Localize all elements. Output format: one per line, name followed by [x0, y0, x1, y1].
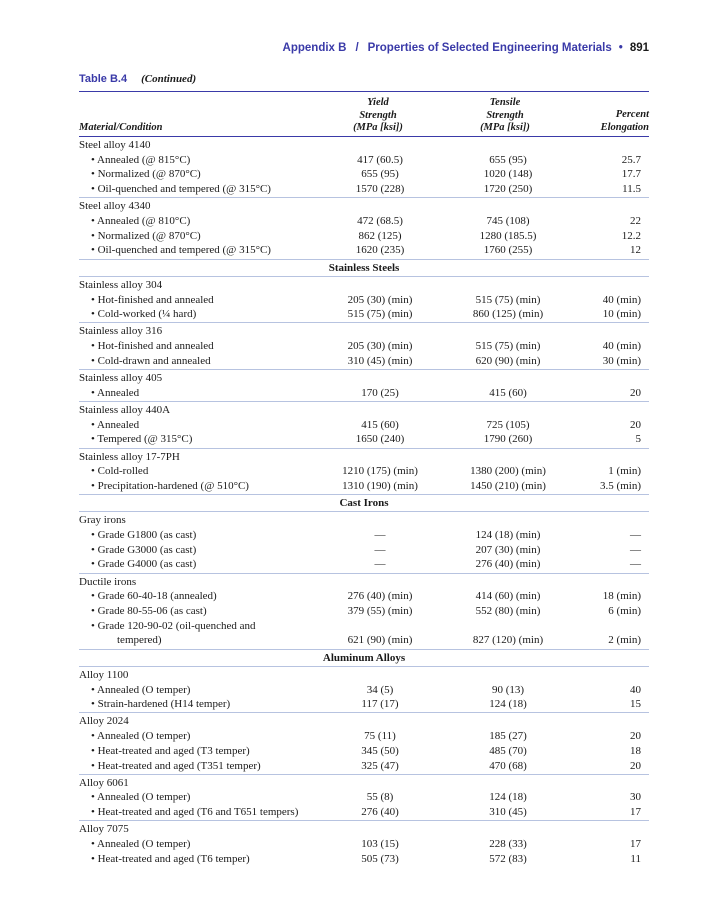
- table-continued: (Continued): [141, 73, 197, 85]
- yield-strength: 117 (17): [361, 698, 399, 711]
- percent-elongation: 30 (min): [602, 354, 641, 367]
- material-group-row: [79, 371, 649, 385]
- section-heading: [79, 651, 649, 665]
- yield-strength: —: [374, 529, 386, 541]
- material-condition: Alloy 1100: [79, 668, 129, 681]
- condition-row: [79, 528, 649, 542]
- elongation-header-line: Percent: [615, 109, 649, 120]
- percent-elongation: 10 (min): [602, 308, 641, 321]
- tensile-strength: 745 (108): [486, 215, 530, 227]
- yield-strength: 170 (25): [361, 386, 399, 399]
- material-group-row: [79, 403, 649, 417]
- row-divider: [79, 197, 649, 198]
- percent-elongation: 40: [630, 683, 641, 696]
- condition-row: [79, 479, 649, 493]
- percent-elongation: 15: [630, 698, 641, 711]
- percent-elongation: —: [630, 558, 641, 571]
- percent-elongation: 17: [630, 806, 641, 819]
- condition-row: [79, 633, 649, 647]
- yield-strength: 1210 (175) (min): [342, 465, 418, 478]
- material-group-row: [79, 513, 649, 527]
- material-condition: • Annealed (@ 815°C): [91, 153, 191, 166]
- row-divider: [79, 401, 649, 402]
- material-group-row: [79, 450, 649, 464]
- yield-strength: 505 (73): [361, 852, 399, 865]
- condition-row: [79, 464, 649, 478]
- tensile-strength: 1450 (210) (min): [470, 479, 546, 492]
- condition-row: [79, 557, 649, 571]
- header-separator: /: [355, 42, 359, 54]
- percent-elongation: 30: [630, 791, 641, 804]
- material-condition: • Oil-quenched and tempered (@ 315°C): [91, 244, 271, 257]
- tensile-strength: 310 (45): [489, 806, 527, 819]
- condition-row: [79, 759, 649, 773]
- material-condition: • Grade G3000 (as cast): [91, 543, 197, 556]
- tensile-strength: 415 (60): [489, 386, 527, 399]
- material-condition: • Heat-treated and aged (T6 temper): [91, 852, 250, 865]
- section-label: Aluminum Alloys: [322, 651, 406, 664]
- material-group-row: [79, 199, 649, 213]
- tensile-strength: 515 (75) (min): [475, 293, 541, 306]
- tensile-strength: 1020 (148): [483, 168, 533, 181]
- percent-elongation: 40 (min): [602, 293, 641, 306]
- percent-elongation: 18 (min): [602, 590, 641, 603]
- condition-row: [79, 214, 649, 228]
- tensile-strength: 827 (120) (min): [472, 634, 544, 647]
- yield-strength: 415 (60): [361, 418, 399, 431]
- percent-elongation: 12: [630, 244, 641, 257]
- tensile-strength: 414 (60) (min): [475, 590, 541, 603]
- material-group-row: [79, 668, 649, 682]
- yield-strength: 276 (40): [361, 806, 399, 819]
- material-condition: • Hot-finished and annealed: [91, 293, 214, 306]
- row-divider: [79, 649, 649, 650]
- tensile-strength: 572 (83): [489, 852, 527, 865]
- material-condition: • Tempered (@ 315°C): [91, 433, 193, 446]
- material-group-row: [79, 575, 649, 589]
- material-condition: Ductile irons: [79, 575, 137, 588]
- material-condition: Alloy 2024: [79, 715, 129, 728]
- material-condition: • Hot-finished and annealed: [91, 340, 214, 353]
- tensile-strength: 90 (13): [491, 683, 525, 696]
- row-divider: [79, 276, 649, 277]
- yield-strength: 417 (60.5): [357, 153, 403, 166]
- column-header-material: Material/Condition: [79, 122, 163, 133]
- yield-header-line: Yield: [367, 97, 389, 108]
- percent-elongation: 5: [635, 433, 641, 446]
- material-condition: • Annealed (O temper): [91, 791, 191, 804]
- tensile-strength: 124 (18): [489, 791, 527, 804]
- condition-row: [79, 153, 649, 167]
- percent-elongation: 1 (min): [608, 465, 641, 478]
- condition-row: [79, 790, 649, 804]
- material-group-row: [79, 714, 649, 728]
- tensile-strength: 207 (30) (min): [475, 543, 541, 556]
- percent-elongation: 20: [630, 730, 641, 743]
- material-condition: • Precipitation-hardened (@ 510°C): [91, 479, 249, 492]
- tensile-strength: 515 (75) (min): [475, 340, 541, 353]
- tensile-strength: 860 (125) (min): [472, 308, 544, 321]
- material-condition: Steel alloy 4340: [79, 200, 151, 213]
- tensile-strength: 470 (68): [489, 759, 527, 772]
- material-condition: • Grade G4000 (as cast): [91, 558, 197, 571]
- tensile-strength: 620 (90) (min): [475, 354, 541, 367]
- yield-strength: 1620 (235): [355, 244, 405, 257]
- yield-strength: 472 (68.5): [357, 215, 403, 227]
- yield-strength: 515 (75) (min): [347, 308, 413, 321]
- yield-strength: 205 (30) (min): [347, 293, 413, 306]
- tensile-strength: 124 (18) (min): [475, 529, 541, 541]
- percent-elongation: 25.7: [621, 153, 641, 166]
- chapter-title: Properties of Selected Engineering Materials: [367, 42, 612, 54]
- percent-elongation: 17: [630, 838, 641, 850]
- percent-elongation: —: [630, 529, 641, 541]
- yield-strength: 345 (50): [361, 744, 399, 757]
- tensile-header-line: Tensile: [489, 97, 521, 108]
- condition-row: [79, 293, 649, 307]
- tensile-strength: 655 (95): [489, 153, 527, 166]
- material-condition: Stainless alloy 440A: [79, 403, 171, 416]
- material-condition: • Annealed (O temper): [91, 730, 191, 743]
- percent-elongation: 11: [630, 852, 641, 865]
- yield-strength: 310 (45) (min): [347, 354, 413, 367]
- tensile-strength: 1790 (260): [483, 433, 533, 446]
- material-condition: • Grade 80-55-06 (as cast): [91, 605, 207, 617]
- percent-elongation: 6 (min): [608, 605, 641, 617]
- condition-row: [79, 744, 649, 758]
- section-label: Stainless Steels: [328, 261, 400, 274]
- material-condition: Steel alloy 4140: [79, 139, 151, 151]
- page-number: 891: [629, 42, 649, 54]
- condition-row: [79, 852, 649, 866]
- section-label: Cast Irons: [339, 497, 389, 510]
- material-condition: • Grade G1800 (as cast): [91, 529, 197, 541]
- elongation-header-line: Elongation: [600, 121, 649, 133]
- yield-strength: 276 (40) (min): [347, 590, 413, 603]
- row-divider: [79, 511, 649, 512]
- row-divider: [79, 448, 649, 449]
- tensile-strength: 185 (27): [489, 730, 527, 743]
- tensile-header-line: Strength: [486, 109, 524, 121]
- yield-strength: 379 (55) (min): [347, 605, 413, 617]
- percent-elongation: 18: [630, 744, 641, 757]
- percent-elongation: 40 (min): [602, 340, 641, 353]
- condition-row: [79, 729, 649, 743]
- row-divider: [79, 712, 649, 713]
- condition-row: [79, 167, 649, 181]
- material-condition: • Cold-drawn and annealed: [91, 354, 211, 367]
- material-condition: Stainless alloy 316: [79, 325, 163, 338]
- material-condition: • Heat-treated and aged (T6 and T651 tempers): [91, 806, 299, 819]
- condition-row: [79, 182, 649, 196]
- yield-strength: 75 (11): [364, 730, 396, 743]
- yield-strength: 1650 (240): [355, 433, 405, 446]
- condition-row: [79, 243, 649, 257]
- percent-elongation: —: [630, 543, 641, 556]
- condition-row: [79, 683, 649, 697]
- row-divider: [79, 666, 649, 667]
- material-condition: Alloy 6061: [79, 776, 129, 789]
- row-divider: [79, 259, 649, 260]
- material-group-row: [79, 324, 649, 338]
- condition-row: [79, 619, 649, 633]
- tensile-header-line: (MPa [ksi]): [480, 122, 530, 133]
- tensile-strength: 124 (18): [489, 698, 527, 711]
- condition-row: [79, 543, 649, 557]
- percent-elongation: 11.5: [622, 183, 641, 196]
- material-condition: • Annealed: [91, 386, 140, 399]
- tensile-strength: 228 (33): [489, 838, 527, 850]
- condition-row: [79, 432, 649, 446]
- material-condition: Stainless alloy 304: [79, 278, 163, 291]
- yield-strength: —: [374, 543, 386, 556]
- material-condition: Stainless alloy 17-7PH: [79, 450, 180, 463]
- condition-row: [79, 307, 649, 321]
- material-condition: • Heat-treated and aged (T351 temper): [91, 759, 261, 772]
- condition-row: [79, 339, 649, 353]
- material-condition: • Cold-rolled: [91, 465, 149, 478]
- yield-strength: 1570 (228): [355, 183, 405, 196]
- yield-strength: —: [374, 558, 386, 571]
- yield-header-line: Strength: [359, 109, 397, 121]
- row-divider: [79, 322, 649, 323]
- row-divider: [79, 369, 649, 370]
- percent-elongation: 2 (min): [608, 634, 641, 647]
- row-divider: [79, 774, 649, 775]
- tensile-strength: 1760 (255): [483, 244, 533, 257]
- condition-row: [79, 229, 649, 243]
- material-group-row: [79, 278, 649, 292]
- tensile-strength: 276 (40) (min): [475, 558, 541, 571]
- tensile-strength: 1380 (200) (min): [470, 465, 546, 478]
- yield-strength: 103 (15): [361, 838, 399, 850]
- material-condition: • Annealed (O temper): [91, 683, 191, 696]
- material-condition: • Normalized (@ 870°C): [91, 229, 201, 242]
- row-divider: [79, 820, 649, 821]
- row-divider: [79, 494, 649, 495]
- tensile-strength: 1280 (185.5): [479, 229, 537, 242]
- table-number: Table B.4: [79, 73, 128, 85]
- yield-strength: 655 (95): [361, 168, 399, 181]
- material-group-row: [79, 822, 649, 836]
- tensile-strength: 1720 (250): [483, 183, 533, 196]
- percent-elongation: 20: [630, 759, 641, 772]
- percent-elongation: 20: [630, 386, 641, 399]
- material-condition: • Oil-quenched and tempered (@ 315°C): [91, 183, 271, 196]
- appendix-label: Appendix B: [282, 42, 347, 54]
- material-condition: Gray irons: [79, 514, 126, 527]
- tensile-strength: 725 (105): [486, 418, 530, 431]
- percent-elongation: 3.5 (min): [600, 479, 641, 492]
- yield-strength: 325 (47): [361, 759, 399, 772]
- condition-row: [79, 805, 649, 819]
- condition-row: [79, 589, 649, 603]
- yield-strength: 621 (90) (min): [347, 634, 413, 647]
- material-condition: • Annealed: [91, 418, 140, 431]
- material-condition: • Annealed (@ 810°C): [91, 215, 191, 227]
- condition-row: [79, 604, 649, 618]
- material-condition: • Strain-hardened (H14 temper): [91, 698, 231, 711]
- material-condition: • Cold-worked (¼ hard): [91, 308, 197, 321]
- percent-elongation: 22: [630, 215, 641, 227]
- material-condition: • Normalized (@ 870°C): [91, 168, 201, 181]
- percent-elongation: 20: [630, 418, 641, 431]
- material-condition: Alloy 7075: [79, 823, 129, 836]
- tensile-strength: 485 (70): [489, 744, 527, 757]
- row-divider: [79, 573, 649, 574]
- material-condition: • Heat-treated and aged (T3 temper): [91, 744, 250, 757]
- material-group-row: [79, 776, 649, 790]
- yield-strength: 1310 (190) (min): [342, 479, 418, 492]
- percent-elongation: 17.7: [621, 168, 641, 181]
- yield-strength: 205 (30) (min): [347, 340, 413, 353]
- material-group-row: [79, 138, 649, 152]
- material-condition: Stainless alloy 405: [79, 372, 163, 384]
- condition-row: [79, 386, 649, 400]
- header-bullet: •: [618, 42, 623, 54]
- condition-row: [79, 418, 649, 432]
- tensile-strength: 552 (80) (min): [475, 605, 541, 617]
- percent-elongation: 12.2: [621, 229, 641, 242]
- yield-strength: 55 (8): [366, 791, 394, 804]
- material-condition: tempered): [117, 634, 162, 647]
- material-condition: • Annealed (O temper): [91, 838, 191, 850]
- section-heading: [79, 496, 649, 510]
- material-condition: • Grade 60-40-18 (annealed): [91, 590, 217, 603]
- section-heading: [79, 261, 649, 275]
- condition-row: [79, 837, 649, 851]
- condition-row: [79, 697, 649, 711]
- material-condition: • Grade 120-90-02 (oil-quenched and: [91, 619, 256, 632]
- condition-row: [79, 354, 649, 368]
- yield-strength: 34 (5): [366, 683, 394, 696]
- yield-strength: 862 (125): [358, 229, 402, 242]
- yield-header-line: (MPa [ksi]): [353, 122, 403, 133]
